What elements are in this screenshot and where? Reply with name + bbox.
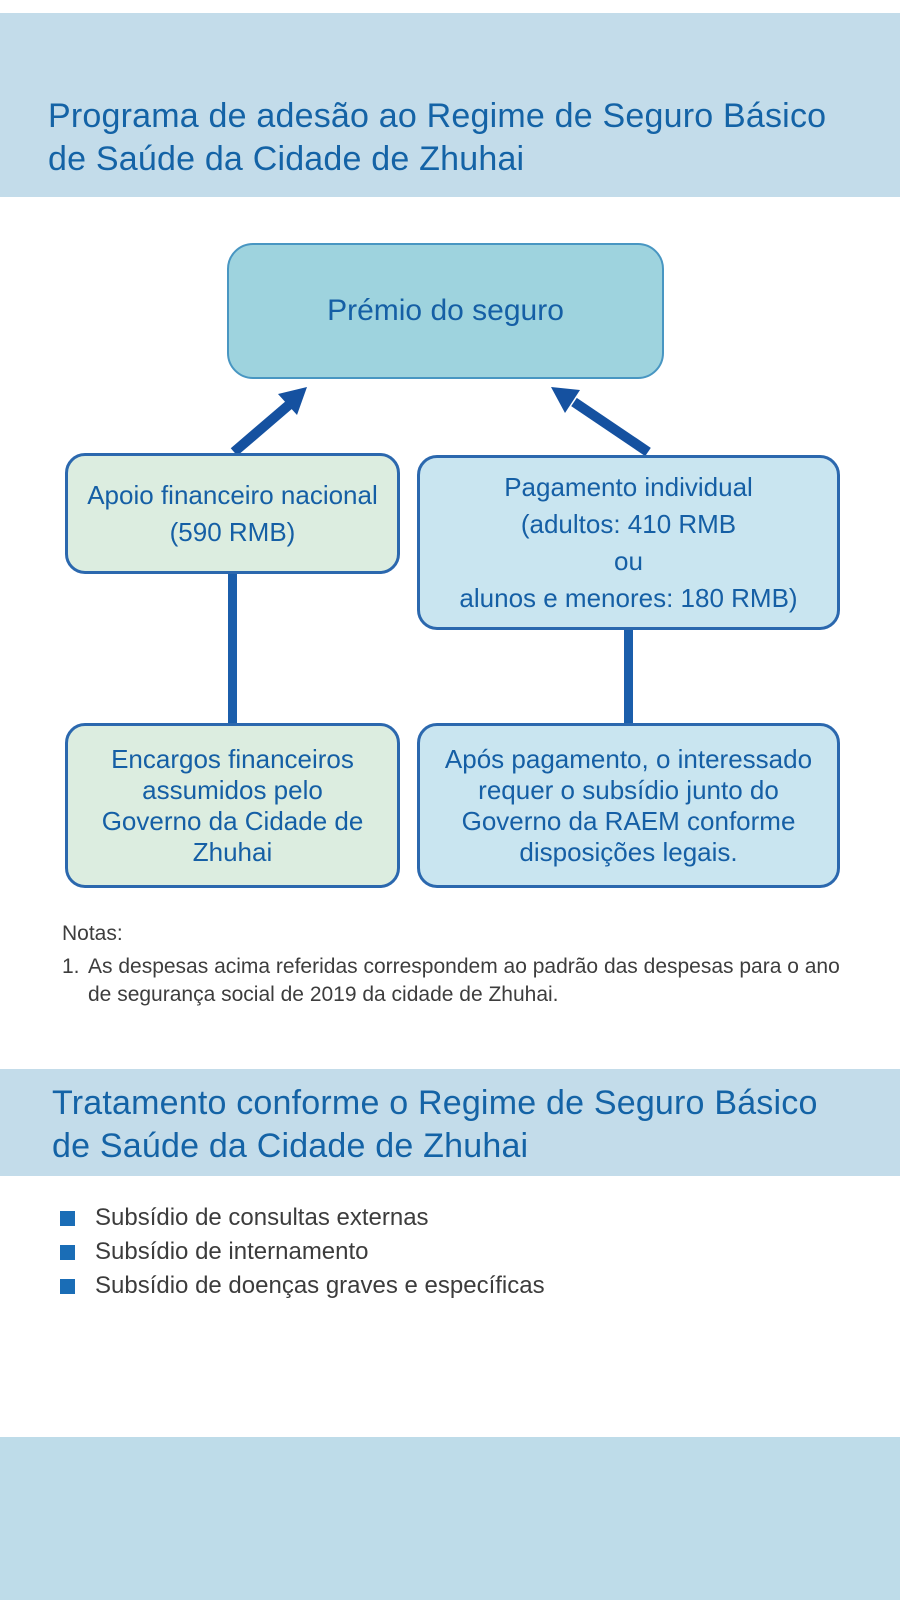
individual-payment-box [417,455,840,630]
treatment-title-line-1: Tratamento conforme o Regime de Seguro Básico [52,1084,818,1122]
individual-payment-line: alunos e menores: 180 RMB) [459,582,798,613]
bullet-square-icon [60,1211,75,1226]
national-support-amount: (590 RMB) [169,516,296,547]
list-item-label: Subsídio de doenças graves e específicas [95,1272,545,1299]
note-number: 1. [62,955,80,978]
treatment-title-line-2: de Saúde da Cidade de Zhuhai [52,1127,529,1165]
subsidy-list [60,1206,545,1308]
connector-line-left [228,570,237,726]
raem-subsidy-line: Após pagamento, o interessado [444,743,813,774]
raem-subsidy-line: disposições legais. [519,836,738,867]
note-text-line: As despesas acima referidas correspondem ao padrão das despesas para o ano [88,955,840,978]
individual-payment-line: Pagamento individual [504,471,753,502]
treatment-title [52,1082,818,1168]
zhuhai-government-line: Encargos financeiros [111,743,354,774]
raem-subsidy-line: requer o subsídio junto do [478,774,779,805]
notes-heading: Notas: [62,922,123,945]
list-item [60,1274,545,1298]
premium-box [227,243,664,379]
national-support-box [65,453,400,574]
arrow-up-to-premium-right-icon [551,387,648,452]
zhuhai-government-line: Governo da Cidade de [101,805,364,836]
zhuhai-government-box [65,723,400,888]
arrow-up-to-premium-left-icon [234,387,307,452]
list-item [60,1206,545,1230]
raem-subsidy-line: Governo da RAEM conforme [461,805,796,836]
list-item-label: Subsídio de consultas externas [95,1204,429,1231]
raem-subsidy-box [417,723,840,888]
page-title-line-2: de Saúde da Cidade de Zhuhai [48,140,525,178]
note-text [88,953,840,1009]
premium-box-label: Prémio do seguro [327,294,564,327]
note-text-line: de segurança social de 2019 da cidade de Zhuhai. [88,983,559,1006]
zhuhai-government-line: Zhuhai [192,836,273,867]
connector-line-right [624,628,633,726]
footer-band [0,1437,900,1600]
note-item [62,953,840,1009]
list-item [60,1240,545,1264]
notes-section [62,920,840,1009]
list-item-label: Subsídio de internamento [95,1238,369,1265]
page-title-line-1: Programa de adesão ao Regime de Seguro Básico [48,97,827,135]
individual-payment-line: ou [614,545,643,576]
individual-payment-line: (adultos: 410 RMB [520,508,737,539]
zhuhai-government-line: assumidos pelo [142,774,323,805]
bullet-square-icon [60,1245,75,1260]
national-support-line: Apoio financeiro nacional [87,479,378,510]
bullet-square-icon [60,1279,75,1294]
